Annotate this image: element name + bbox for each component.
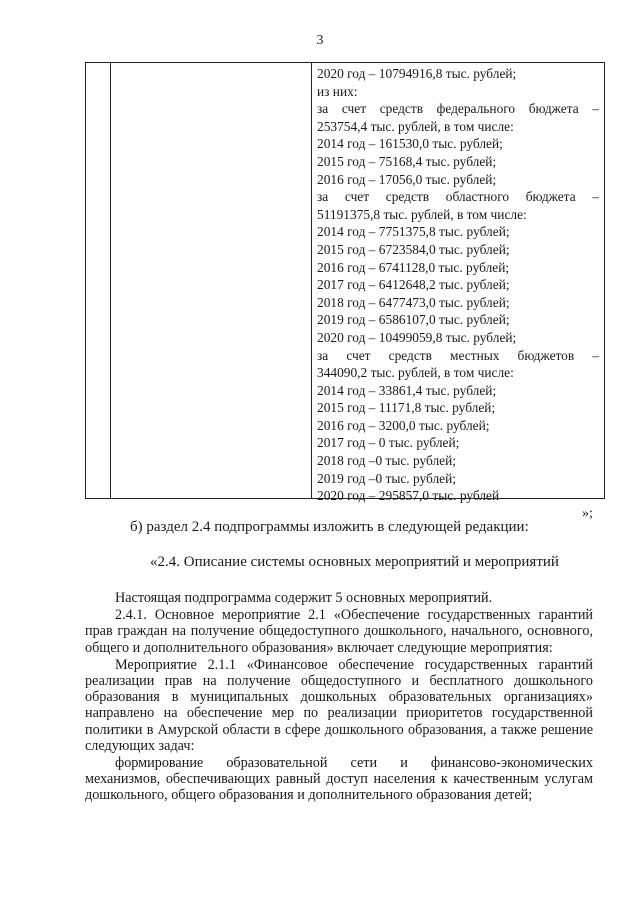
funding-line: 2017 год – 6412648,2 тыс. рублей; bbox=[317, 277, 510, 293]
funding-line: 2019 год – 6586107,0 тыс. рублей; bbox=[317, 312, 510, 328]
table-divider-1 bbox=[110, 63, 111, 498]
funding-line: 2016 год – 6741128,0 тыс. рублей; bbox=[317, 259, 510, 275]
body-paragraph: Настоящая подпрограмма содержит 5 основных мероприятий. bbox=[115, 590, 493, 606]
body-text bbox=[85, 590, 593, 804]
body-paragraph: формирование образовательной сети и финансово-экономических механизмов, обеспечивающих равный доступ населения к качественным услугам дошкольного, общего образования и дополнительного образования детей; bbox=[85, 755, 593, 804]
funding-line: 2016 год – 17056,0 тыс. рублей; bbox=[317, 171, 497, 187]
funding-line: 2014 год – 161530,0 тыс. рублей; bbox=[317, 136, 503, 152]
funding-line: за счет средств федерального бюджета – bbox=[317, 101, 599, 117]
funding-line: 2014 год – 7751375,8 тыс. рублей; bbox=[317, 224, 510, 240]
page-number: 3 bbox=[316, 33, 324, 48]
funding-line: 2015 год – 75168,4 тыс. рублей; bbox=[317, 153, 497, 169]
funding-line: за счет средств местных бюджетов – bbox=[317, 347, 599, 363]
table-divider-2 bbox=[311, 63, 312, 498]
funding-line: 2020 год – 10794916,8 тыс. рублей; bbox=[317, 66, 517, 81]
funding-line: 2016 год – 3200,0 тыс. рублей; bbox=[317, 417, 490, 433]
funding-line: 2014 год – 33861,4 тыс. рублей; bbox=[317, 382, 497, 398]
body-paragraph: 2.4.1. Основное мероприятие 2.1 «Обеспечение государственных гарантий прав граждан на получение общедоступного дошкольного, начального, основного, общего и дополнительного образования» включает следующие мероприятия: bbox=[85, 607, 593, 656]
quote-end: »; bbox=[582, 506, 593, 521]
funding-line: 2018 год –0 тыс. рублей; bbox=[317, 453, 457, 469]
funding-line: из них: bbox=[317, 83, 358, 99]
funding-table bbox=[85, 62, 605, 504]
funding-line: 2015 год – 11171,8 тыс. рублей; bbox=[317, 400, 496, 416]
funding-line: 2018 год – 6477473,0 тыс. рублей; bbox=[317, 294, 510, 310]
funding-line: 2019 год –0 тыс. рублей; bbox=[317, 470, 457, 486]
funding-line: за счет средств областного бюджета – bbox=[317, 189, 599, 205]
funding-line: 2020 год – 295857,0 тыс. рублей bbox=[317, 488, 500, 504]
funding-line: 253754,4 тыс. рублей, в том числе: bbox=[317, 118, 514, 134]
body-paragraph: Мероприятие 2.1.1 «Финансовое обеспечение государственных гарантий реализации прав на получение общедоступного и бесплатного дошкольного образования в муниципальных дошкольных образовательных организациях» направлено на обеспечение мер по реализации приоритетов государственной политики в Амурской области в сфере дошкольного образования, а также решение следующих задач: bbox=[85, 656, 593, 754]
funding-line: 51191375,8 тыс. рублей, в том числе: bbox=[317, 206, 527, 222]
section-b-instruction: б) раздел 2.4 подпрограммы изложить в следующей редакции: bbox=[130, 519, 529, 535]
funding-cell bbox=[317, 65, 599, 505]
funding-line: 2020 год – 10499059,8 тыс. рублей; bbox=[317, 329, 517, 345]
funding-line: 2017 год – 0 тыс. рублей; bbox=[317, 435, 460, 451]
funding-line: 2015 год – 6723584,0 тыс. рублей; bbox=[317, 241, 510, 257]
funding-line: 344090,2 тыс. рублей, в том числе: bbox=[317, 365, 514, 381]
section-title: «2.4. Описание системы основных мероприятий и мероприятий bbox=[150, 554, 559, 570]
